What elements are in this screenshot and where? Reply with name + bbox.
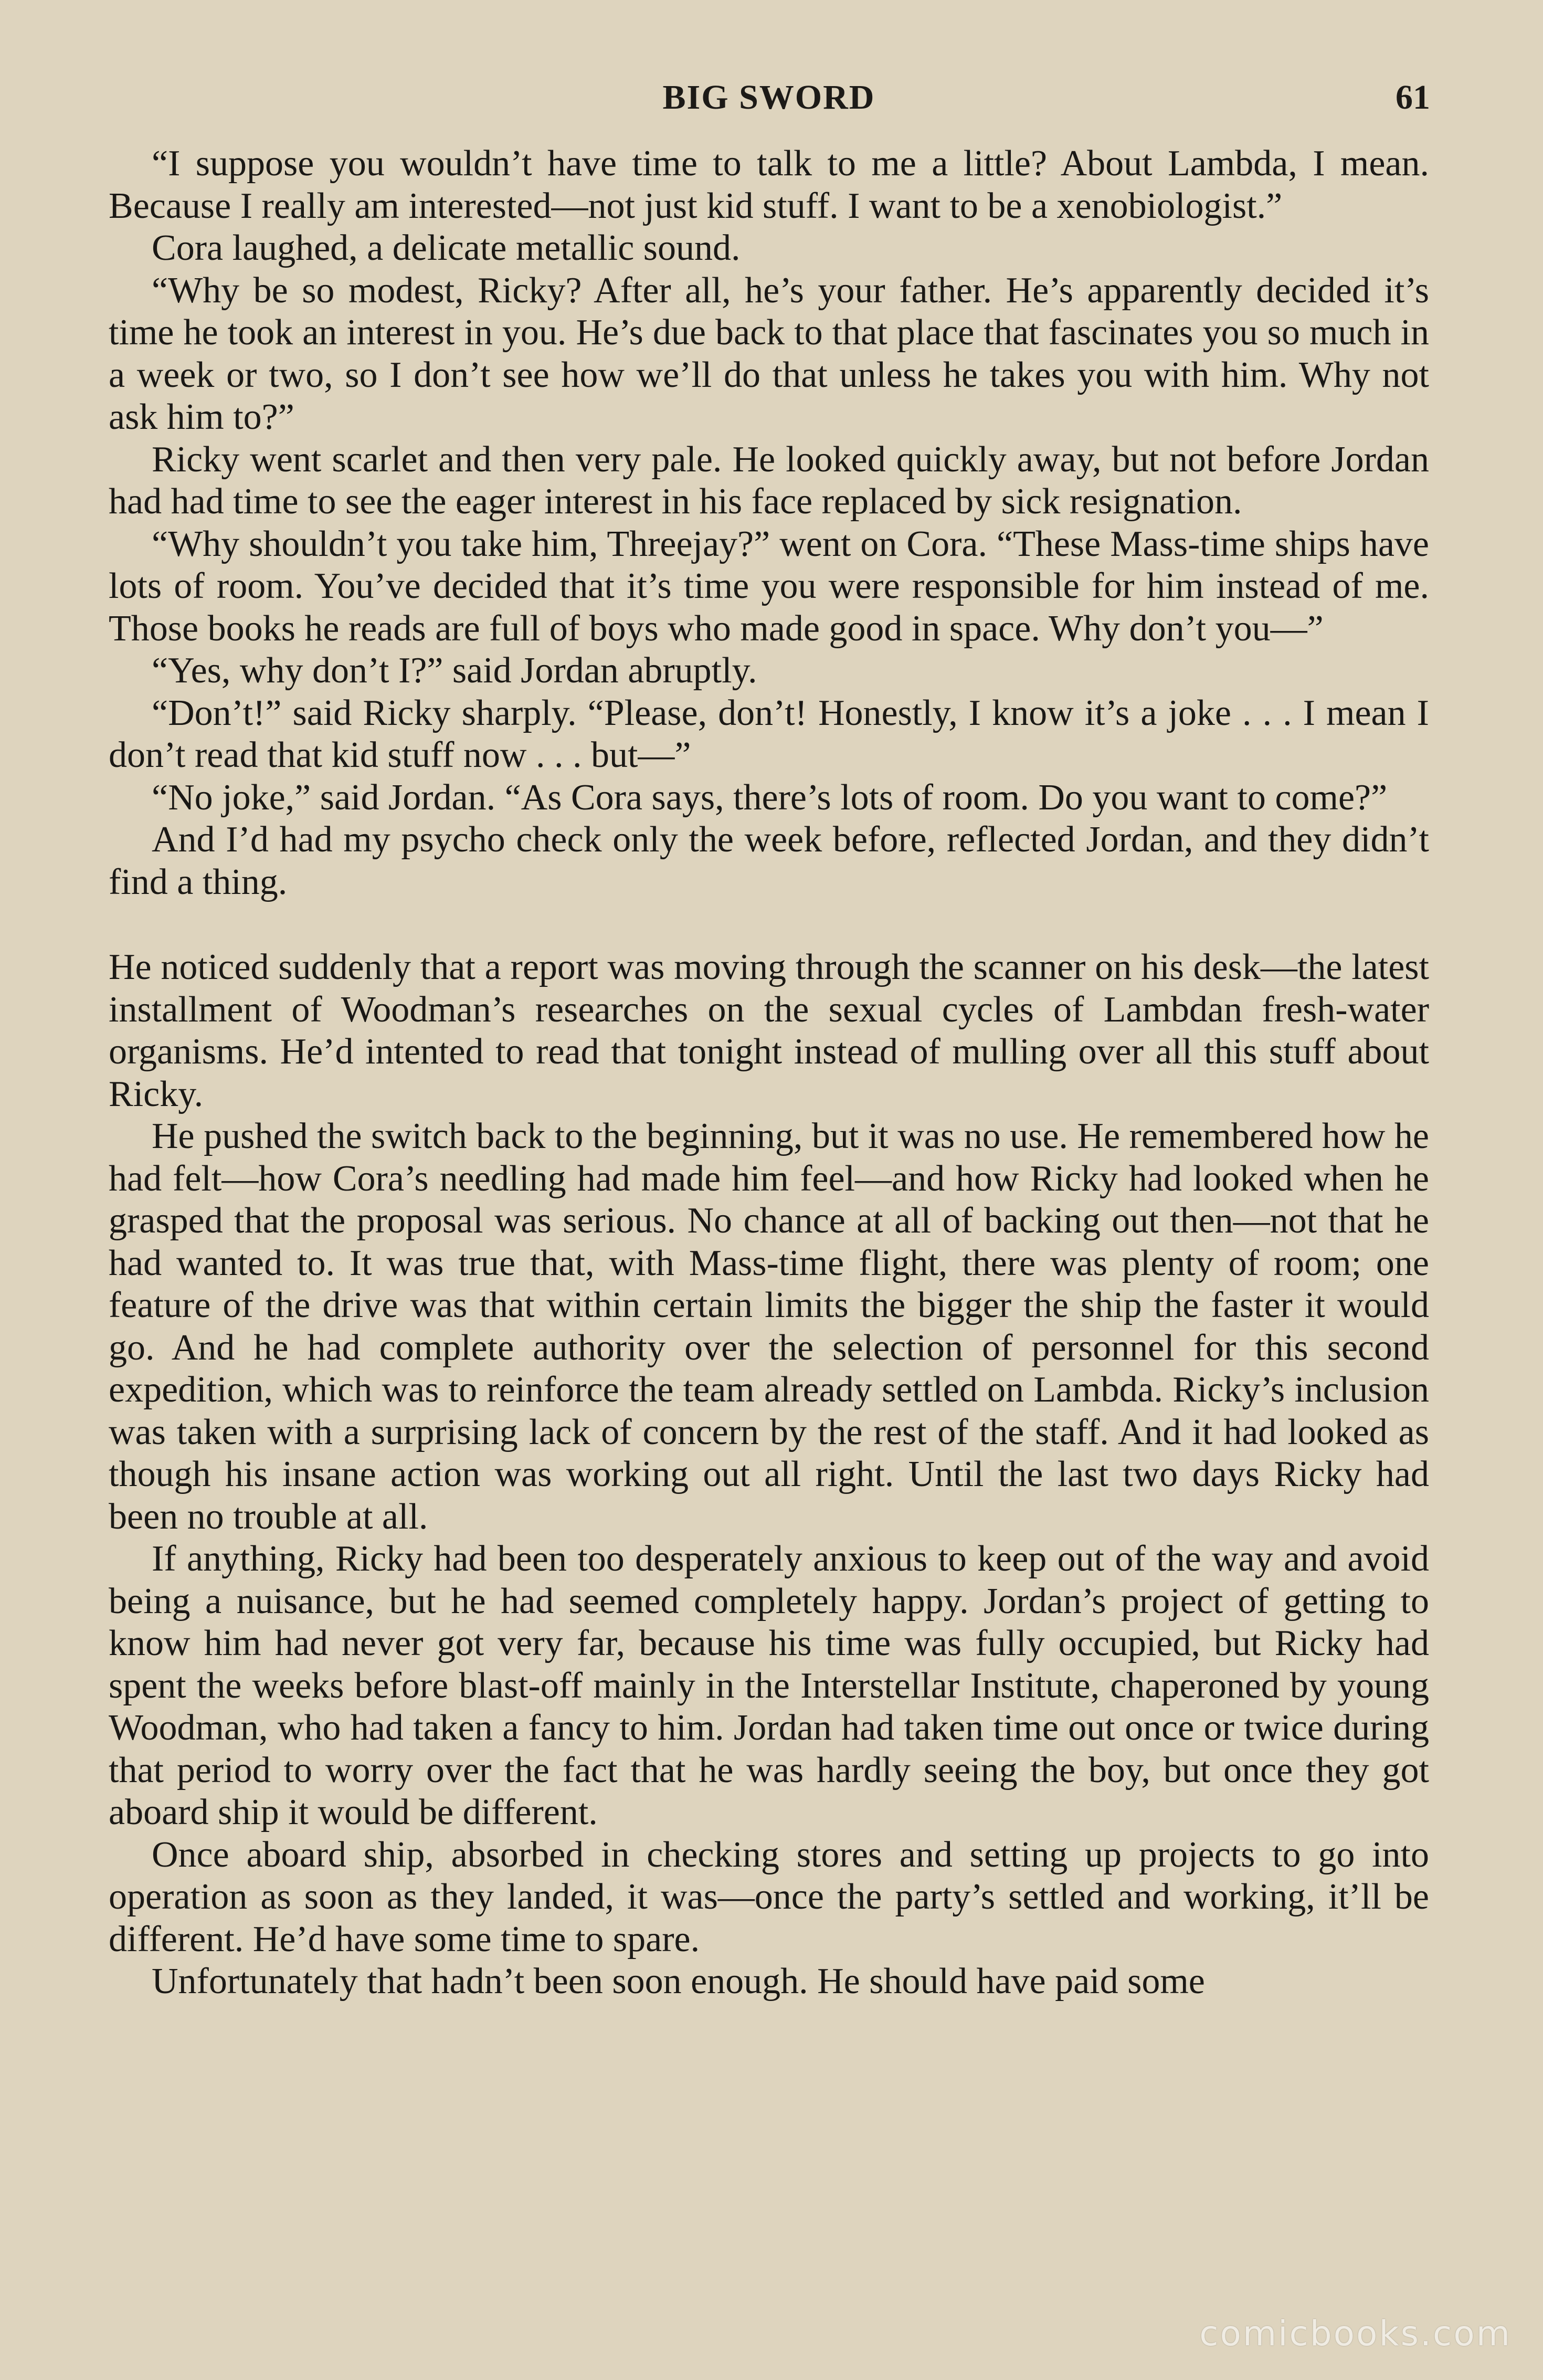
paragraph: And I’d had my psycho check only the week before, reflected Jordan, and they didn’t find a thing. (109, 819, 1429, 902)
paragraph: “Yes, why don’t I?” said Jordan abruptly. (152, 650, 757, 691)
paragraph: If anything, Ricky had been too desperately anxious to keep out of the way and avoid being a nuisance, but he had seemed completely happy. Jordan’s project of getting to know him had never got very far, because his time was fully occupied, but Ricky had spent the weeks before blast-off mainly in the Interstellar Institute, chaperoned by young Woodman, who had taken a fancy to him. Jordan had taken time out once or twice during that period to worry over the fact that he was hardly seeing the boy, but once they got aboard ship it would be different. (109, 1539, 1429, 1833)
paragraph: “Why shouldn’t you take him, Threejay?” went on Cora. “These Mass-time ships have lots of room. You’ve decided that it’s time you were responsible for him instead of me. Those books he reads are full of boys who made good in space. Why don’t you—” (109, 523, 1429, 649)
body-text (109, 143, 1429, 2003)
paragraph: “I suppose you wouldn’t have time to talk to me a little? About Lambda, I mean. Because I really am interested—not just kid stuff. I want to be a xenobiologist.” (109, 143, 1429, 226)
paragraph: He noticed suddenly that a report was moving through the scanner on his desk—the latest installment of Woodman’s researches on the sexual cycles of Lambdan fresh-water organisms. He’d intented to read that tonight instead of mulling over all this stuff about Ricky. (109, 947, 1429, 1114)
section-break (109, 903, 1429, 946)
paragraph: Unfortunately that hadn’t been soon enough. He should have paid some (152, 1961, 1205, 2002)
watermark: comicbooks.com (1199, 2313, 1512, 2354)
paragraph: Ricky went scarlet and then very pale. He looked quickly away, but not before Jordan had had time to see the eager interest in his face replaced by sick resignation. (109, 439, 1429, 522)
paragraph: “Why be so modest, Ricky? After all, he’s your father. He’s apparently decided it’s time he took an interest in you. He’s due back to that place that fascinates you so much in a week or two, so I don’t see how we’ll do that unless he takes you with him. Why not ask him to?” (109, 270, 1429, 437)
paragraph: “No joke,” said Jordan. “As Cora says, there’s lots of room. Do you want to come?” (152, 777, 1388, 818)
running-head (108, 78, 1430, 125)
paragraph: Cora laughed, a delicate metallic sound. (152, 228, 741, 268)
page-number: 61 (1396, 78, 1430, 117)
paragraph: “Don’t!” said Ricky sharply. “Please, don’t! Honestly, I know it’s a joke . . . I mean I don’t read that kid stuff now . . . but—” (109, 692, 1429, 775)
paragraph: He pushed the switch back to the beginning, but it was no use. He remembered how he had felt—how Cora’s needling had made him feel—and how Ricky had looked when he grasped that the proposal was serious. No chance at all of backing out then—not that he had wanted to. It was true that, with Mass-time flight, there was plenty of room; one feature of the drive was that within certain limits the bigger the ship the faster it would go. And he had complete authority over the selection of personnel for this second expedition, which was to reinforce the team already settled on Lambda. Ricky’s inclusion was taken with a surprising lack of concern by the rest of the staff. And it had looked as though his insane action was working out all right. Until the last two days Ricky had been no trouble at all. (109, 1116, 1429, 1537)
paragraph: Once aboard ship, absorbed in checking stores and setting up projects to go into operation as soon as they landed, it was—once the party’s settled and working, it’ll be different. He’d have some time to spare. (109, 1834, 1429, 1960)
running-title: BIG SWORD (662, 78, 875, 117)
